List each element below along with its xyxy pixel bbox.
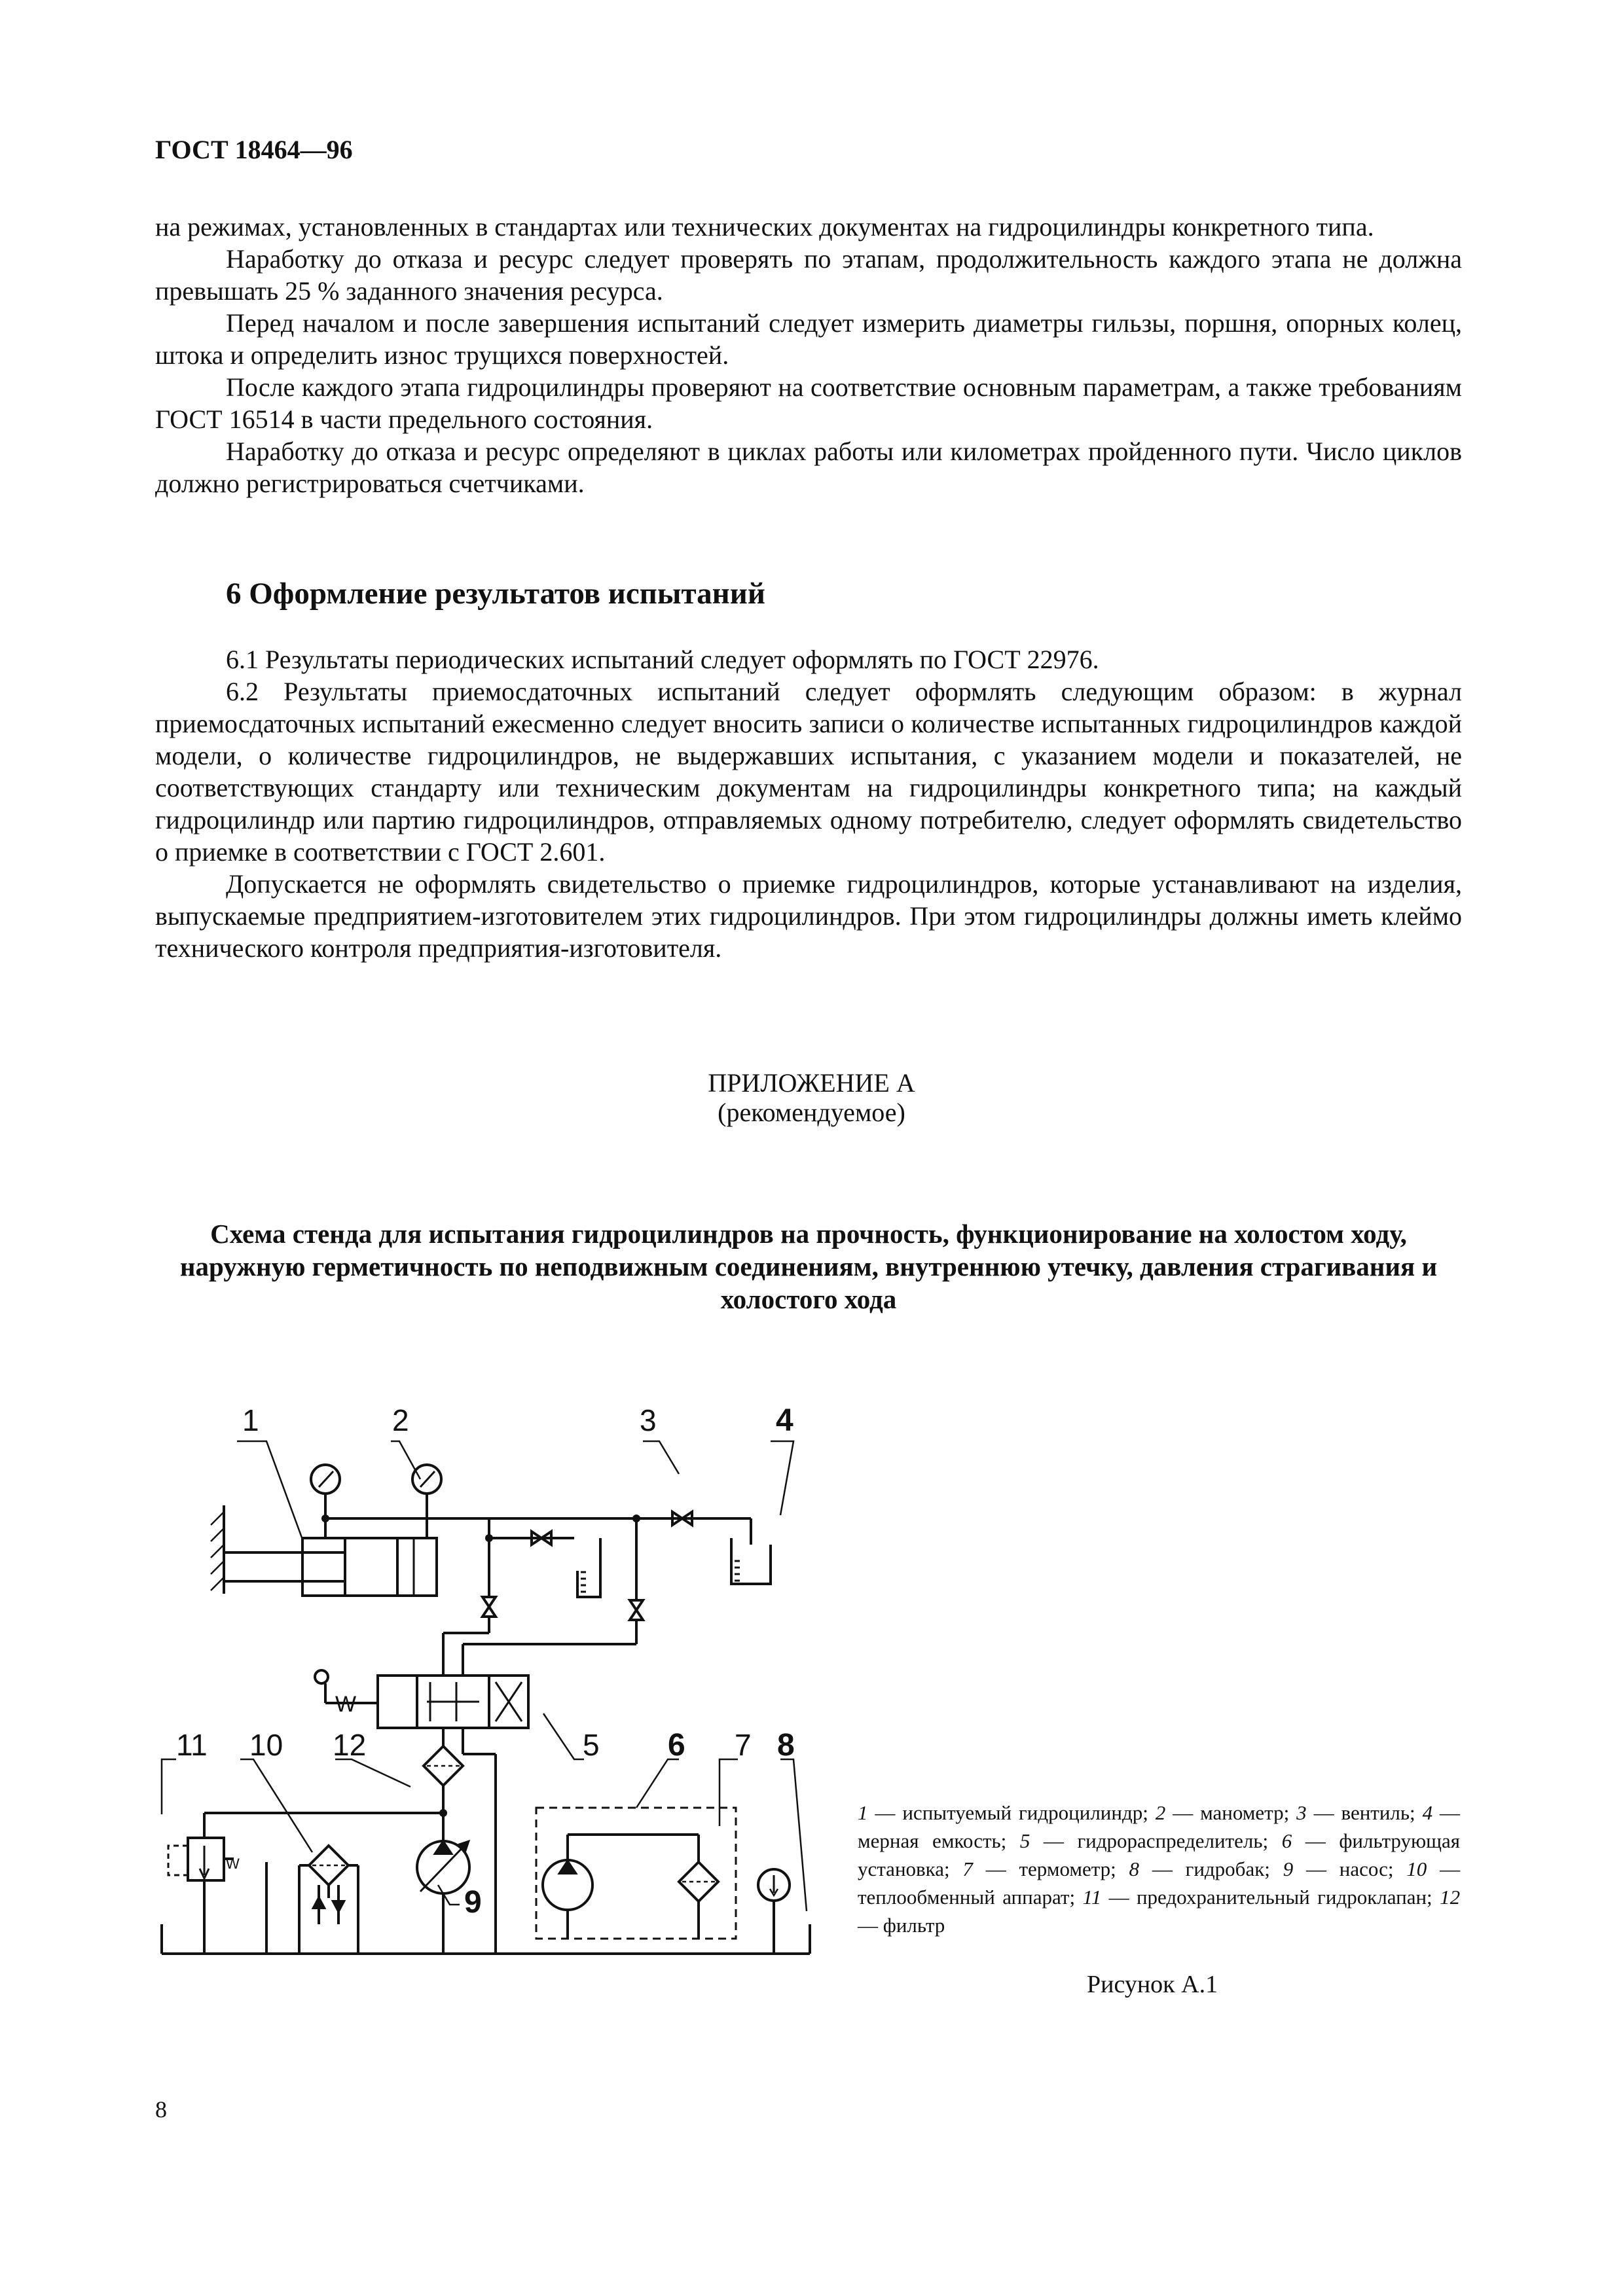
paragraph: Наработку до отказа и ресурс следует проверять по этапам, продолжительность каждого этапа не должна превышать 25 % заданного значения ресурса.: [155, 244, 1462, 306]
legend-item: 8 — гидробак;: [1129, 1857, 1270, 1880]
label-6: 6: [668, 1728, 685, 1763]
legend-item: 7 — термометр;: [962, 1857, 1116, 1880]
filtering-unit: [536, 1808, 736, 1939]
pump-icon: [417, 1833, 469, 1954]
directional-valve: [315, 1670, 528, 1728]
hydraulic-cylinder: [224, 1538, 437, 1596]
scheme-title: Схема стенда для испытания гидроцилиндров на прочность, функционирование на холостом ходу, наружную герметичность по неподвижным соединениям, внутреннюю утечку, давления страгивания и холостого хода: [179, 1219, 1438, 1314]
legend-item: 2 — манометр;: [1155, 1801, 1290, 1824]
label-4: 4: [776, 1403, 793, 1438]
paragraph: 6.1 Результаты периодических испытаний следует оформлять по ГОСТ 22976.: [226, 645, 1099, 674]
appendix-title: ПРИЛОЖЕНИЕ А: [708, 1068, 915, 1098]
label-5: 5: [583, 1728, 600, 1762]
paragraph: 6.2 Результаты приемосдаточных испытаний следует оформлять следующим образом: в журнал приемосдаточных испытаний ежесменно следует вносить записи о количестве испытанных гидроцилиндров каждой модели, о количестве гидроцилиндров, не выдержавших испытания, с указанием модели и показателей, не соответствующих стандарту или техническим документам на гидроцилиндры конкретного типа; на каждый гидроцилиндр или партию гидроцилиндров, отправляемых одному потребителю, следует оформлять свидетельство о приемке в соответствии с ГОСТ 2.601.: [155, 677, 1462, 867]
figure-caption: Рисунок А.1: [1087, 1971, 1218, 1998]
label-7: 7: [735, 1728, 752, 1762]
paragraph: Перед началом и после завершения испытаний следует измерить диаметры гильзы, поршня, опорных колец, штока и определить износ трущихся поверхностей.: [155, 308, 1462, 370]
label-2: 2: [392, 1403, 409, 1437]
hydraulic-scheme-diagram: [155, 1388, 849, 1977]
legend-item: 1 — испытуемый гидроцилиндр;: [858, 1801, 1148, 1824]
paragraph: Допускается не оформлять свидетельство о приемке гидроцилиндров, которые устанавливают на изделия, выпускаемые предприятием-изготовителем этих гидроцилиндров. При этом гидроцилиндры должны иметь клеймо технического контроля предприятия-изготовителя.: [155, 869, 1462, 963]
label-9: 9: [464, 1885, 482, 1920]
label-3: 3: [640, 1403, 657, 1437]
label-11: 11: [176, 1728, 208, 1762]
filter-icon: [424, 1728, 496, 1954]
legend-item: 4 — мерная емкость;: [858, 1801, 1460, 1852]
valve-icon: [443, 1571, 643, 1676]
thermometer-icon: [758, 1869, 790, 1954]
legend-item: 3 — вентиль;: [1296, 1801, 1415, 1824]
label-8: 8: [777, 1728, 795, 1763]
legend-item: 12 — фильтр: [858, 1886, 1461, 1937]
spring-symbol: W: [335, 1692, 357, 1717]
legend-item: 10 — теплообменный аппарат;: [858, 1857, 1461, 1909]
paragraph: на режимах, установленных в стандартах или технических документах на гидроцилиндры конкретного типа.: [155, 212, 1374, 242]
figure-legend: [858, 1799, 1460, 1939]
legend-item: 5 — гидрораспределитель;: [1019, 1829, 1269, 1852]
section6-text: [155, 643, 1462, 964]
wall-mount: [211, 1505, 224, 1594]
pressure-line: [321, 1515, 751, 1574]
label-12: 12: [333, 1728, 367, 1762]
paragraph: После каждого этапа гидроцилиндры проверяют на соответствие основным параметрам, а также требованиям ГОСТ 16514 в части предельного состояния.: [155, 372, 1462, 434]
heat-exchanger-icon: [266, 1846, 358, 1954]
document-header: ГОСТ 18464—96: [155, 135, 353, 164]
intro-text: [155, 211, 1462, 499]
legend-item: 9 — насос;: [1283, 1857, 1394, 1880]
paragraph: Наработку до отказа и ресурс определяют в циклах работы или километрах пройденного пути. Число циклов должно регистрироваться счетчиками.: [155, 437, 1462, 498]
supply-line: [204, 1813, 443, 1838]
legend-item: 11 — предохранительный гидроклапан;: [1082, 1886, 1432, 1909]
label-1: 1: [242, 1403, 259, 1437]
valve-icon: [532, 1512, 692, 1545]
spring-symbol: W: [226, 1856, 240, 1872]
section-title: 6 Оформление результатов испытаний: [226, 577, 765, 611]
appendix-subtitle: (рекомендуемое): [718, 1098, 905, 1127]
gauge-icon: [311, 1465, 441, 1518]
legend-item: 6 — фильтрующая установка;: [858, 1829, 1461, 1880]
label-10: 10: [249, 1728, 283, 1762]
page-number: 8: [155, 2096, 167, 2123]
relief-valve: [168, 1838, 240, 1954]
measuring-vessel-icon: [577, 1538, 771, 1597]
